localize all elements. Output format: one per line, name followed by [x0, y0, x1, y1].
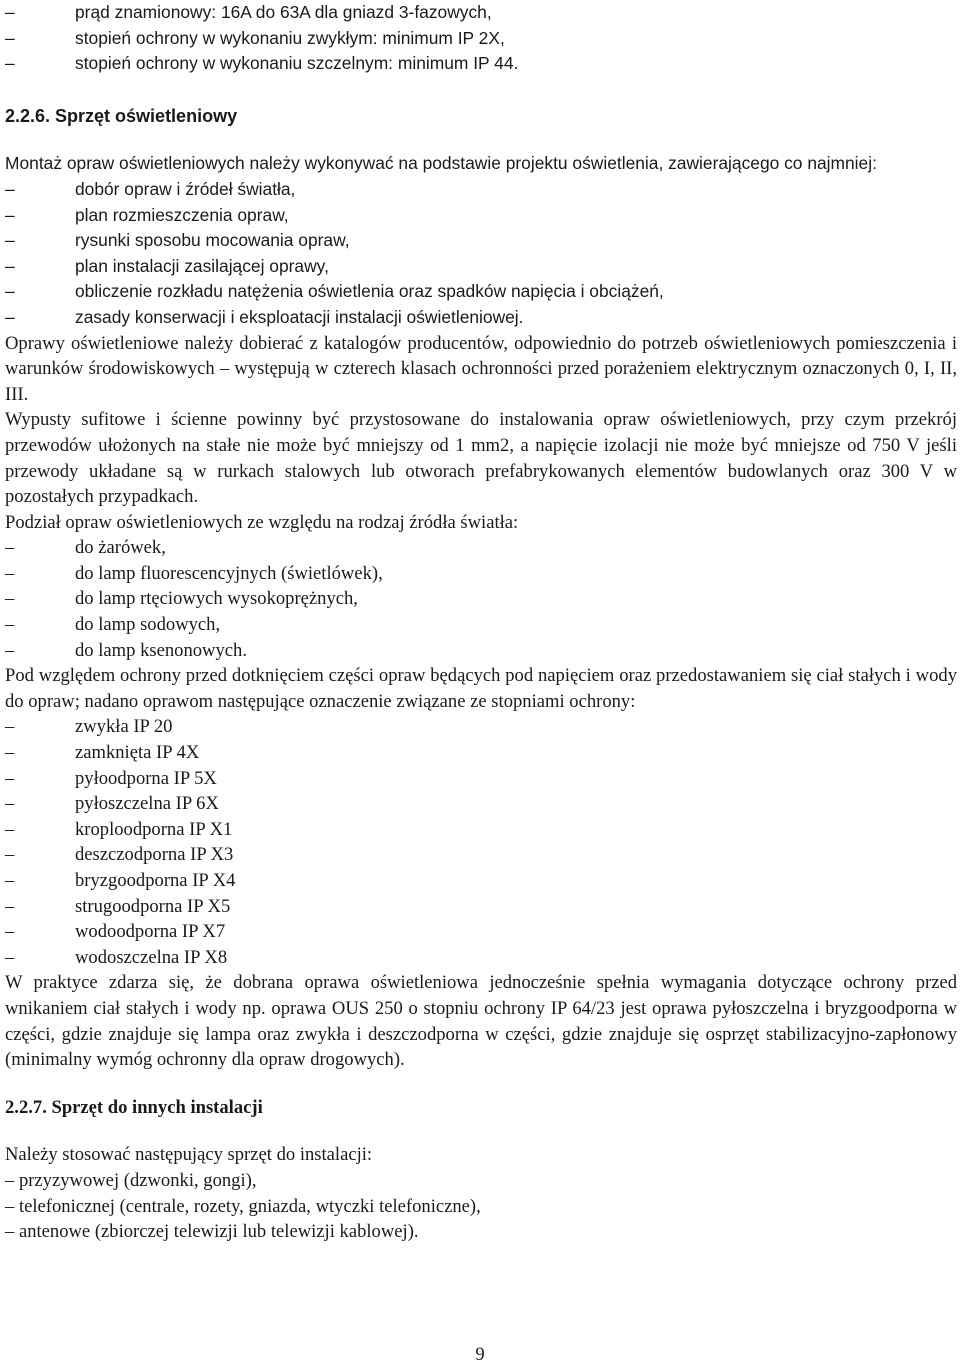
protection-items-list [5, 714, 957, 970]
paragraph-division: Podział opraw oświetleniowych ze względu na rodzaj źródła światła: [5, 511, 519, 533]
paragraph-outlets: Wypusty sufitowe i ścienne powinny być przystosowane do instalowania opraw oświetleniowych, przy czym przekrój przewodów ułożonych na stałe nie może być mniejszy od 1 mm2, a napięcie izolacji nie może być mniejsze od 750 V jeśli przewody układane są w rurkach stalowych lub otworach prefabrykowanych elementów budowlanych oraz 300 V w pozostałych przypadkach. [5, 409, 957, 508]
list-item: – pyłoszczelna IP 6X [5, 791, 957, 817]
list-item: – do lamp rtęciowych wysokoprężnych, [5, 586, 957, 612]
list-item: – pyłoodporna IP 5X [5, 766, 957, 792]
list-item: – zwykła IP 20 [5, 714, 957, 740]
list-item: – plan rozmieszczenia opraw, [5, 203, 957, 229]
list-item: – obliczenie rozkładu natężenia oświetlenia oraz spadków napięcia i obciążeń, [5, 279, 957, 305]
list-item: – do lamp ksenonowych. [5, 638, 957, 664]
top-list [5, 0, 957, 77]
list-item: – rysunki sposobu mocowania opraw, [5, 228, 957, 254]
list-item: – wodoszczelna IP X8 [5, 945, 957, 971]
list-item: – telefonicznej (centrale, rozety, gniazda, wtyczki telefoniczne), [5, 1195, 481, 1217]
list-item: – stopień ochrony w wykonaniu szczelnym: minimum IP 44. [5, 51, 957, 77]
list-item: – do lamp sodowych, [5, 612, 957, 638]
list-item: – kroploodporna IP X1 [5, 817, 957, 843]
list-item: – do żarówek, [5, 535, 957, 561]
paragraph-intro-2-2-7: Należy stosować następujący sprzęt do instalacji: [5, 1144, 373, 1166]
paragraph-classes: Oprawy oświetleniowe należy dobierać z katalogów producentów, odpowiednio do potrzeb oświetleniowych pomieszczenia i warunków środowiskowych – występują w czterech klasach ochronności przed porażeniem elektrycznym oznaczonych 0, I, II, III. [5, 332, 957, 405]
list-item: – zamknięta IP 4X [5, 740, 957, 766]
list-item: – stopień ochrony w wykonaniu zwykłym: minimum IP 2X, [5, 26, 957, 52]
list-item: – antenowe (zbiorczej telewizji lub telewizji kablowej). [5, 1221, 419, 1243]
list-item: – deszczodporna IP X3 [5, 842, 957, 868]
list-item: – wodoodporna IP X7 [5, 919, 957, 945]
list-item: – zasady konserwacji i eksploatacji instalacji oświetleniowej. [5, 305, 957, 331]
list-item: – przyzywowej (dzwonki, gongi), [5, 1169, 257, 1191]
list-item: – dobór opraw i źródeł światła, [5, 177, 957, 203]
other-installations-list [5, 1168, 957, 1245]
paragraph-intro: Montaż opraw oświetleniowych należy wykonywać na podstawie projektu oświetlenia, zawierającego co najmniej: [5, 153, 877, 174]
paragraph-protection: Pod względem ochrony przed dotknięciem części opraw będących pod napięciem oraz przedostawaniem się ciał stałych i wody do opraw; nadano oprawom następujące oznaczenie związane ze stopniami ochrony: [5, 665, 957, 712]
project-items-list [5, 177, 957, 331]
section-heading-2-2-6: 2.2.6. Sprzęt oświetleniowy [5, 105, 238, 126]
source-items-list [5, 535, 957, 663]
document-page [5, 0, 957, 1245]
list-item: – bryzgoodporna IP X4 [5, 868, 957, 894]
list-item: – strugoodporna IP X5 [5, 894, 957, 920]
page-number: 9 [475, 1344, 485, 1365]
list-item: – prąd znamionowy: 16A do 63A dla gniazd 3-fazowych, [5, 0, 957, 26]
list-item: – do lamp fluorescencyjnych (świetlówek), [5, 561, 957, 587]
paragraph-practice: W praktyce zdarza się, że dobrana oprawa oświetleniowa jednocześnie spełnia wymagania dotyczące ochrony przed wnikaniem ciał stałych i wody np. oprawa OUS 250 o stopniu ochrony IP 64/23 jest oprawa pyłoszczelna i bryzgoodporna w części, gdzie znajduje się lampa oraz zwykła i deszczodporna w części, gdzie znajduje się osprzęt stabilizacyjno-zapłonowy (minimalny wymóg ochronny dla opraw drogowych). [5, 972, 957, 1071]
section-heading-2-2-7: 2.2.7. Sprzęt do innych instalacji [5, 1096, 263, 1118]
list-item: – plan instalacji zasilającej oprawy, [5, 254, 957, 280]
